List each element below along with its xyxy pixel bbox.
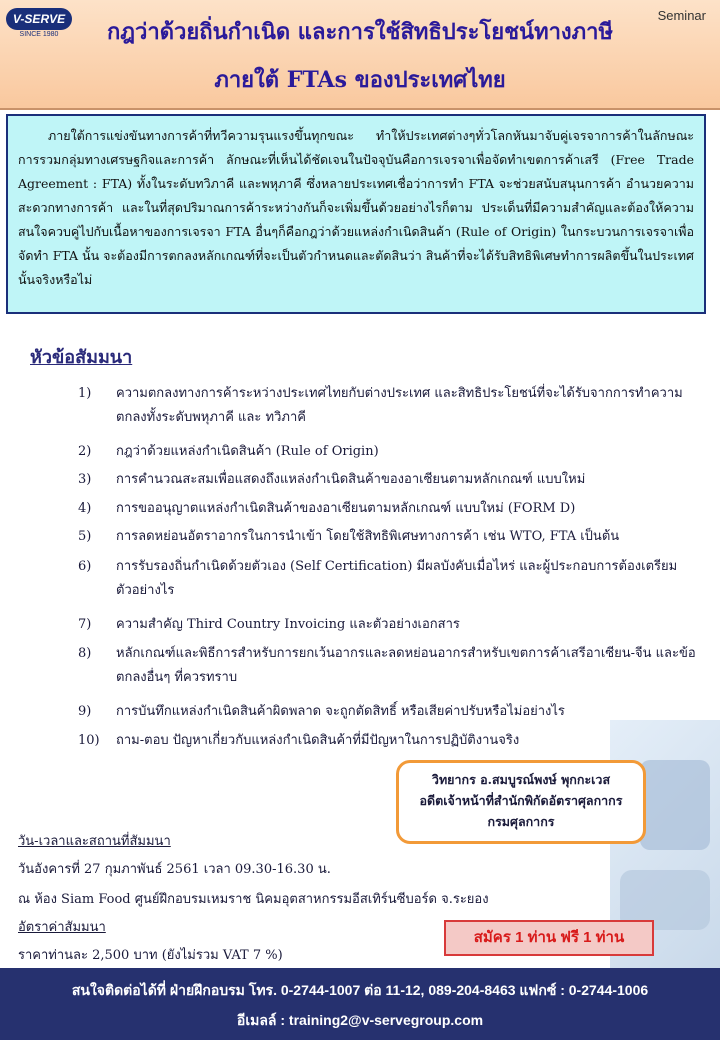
topics-heading: หัวข้อสัมมนา xyxy=(30,347,133,368)
topic-text: หลักเกณฑ์และพิธีการสำหรับการยกเว้นอากรและลดหย่อนอากรสำหรับเขตการค้าเสรีอาเซียน-จีน และข้อตกลงอื่นๆ ที่ควรทราบ xyxy=(116,646,696,685)
page-title-line2: ภายใต้ FTAs ของประเทศไทย xyxy=(214,67,506,93)
topic-number: 3) xyxy=(78,472,92,487)
contact-email[interactable]: อีเมลล์ : training2@v-servegroup.com xyxy=(236,1012,484,1028)
venue-heading: วัน-เวลาและสถานที่สัมมนา xyxy=(18,834,171,849)
topic-text: ความตกลงทางการค้าระหว่างประเทศไทยกับต่างประเทศ และสิทธิประโยชน์ที่จะได้รับจากการทำความตกลงทั้งระดับพหุภาคี และ ทวิภาคี xyxy=(116,386,683,425)
topic-number: 9) xyxy=(78,704,92,719)
header-banner xyxy=(0,0,720,110)
topic-text: การคำนวณสะสมเพื่อแสดงถึงแหล่งกำเนิดสินค้าของอาเซียนตามหลักเกณฑ์ แบบใหม่ xyxy=(116,472,586,487)
decorative-shape xyxy=(640,760,710,850)
topic-number: 8) xyxy=(78,646,92,661)
topic-item xyxy=(78,642,708,690)
seminar-date-time: วันอังคารที่ 27 กุมภาพันธ์ 2561 เวลา 09.30-16.30 น. xyxy=(18,862,331,877)
contact-info: สนใจติดต่อได้ที่ ฝ่ายฝึกอบรม โทร. 0-2744-1007 ต่อ 11-12, 089-204-8463 แฟกซ์ : 0-2744-1006 xyxy=(71,982,649,998)
speaker-department: กรมศุลกากร xyxy=(487,814,555,829)
page-title-line1: กฎว่าด้วยถิ่นกำเนิด และการใช้สิทธิประโยชน์ทางภาษี xyxy=(106,19,614,45)
seminar-venue: ณ ห้อง Siam Food ศูนย์ฝึกอบรมเหมราช นิคมอุตสาหกรรมอีสเทิร์นซีบอร์ด จ.ระยอง xyxy=(18,892,489,907)
topic-item xyxy=(78,440,708,464)
topic-text: ถาม-ตอบ ปัญหาเกี่ยวกับแหล่งกำเนิดสินค้าที่มีปัญหาในการปฏิบัติงานจริง xyxy=(116,733,520,748)
speaker-name: วิทยากร อ.สมบูรณ์พงษ์ พุกกะเวส xyxy=(431,772,611,787)
seminar-tag: Seminar xyxy=(657,8,706,23)
topic-text: การบันทึกแหล่งกำเนิดสินค้าผิดพลาด จะถูกตัดสิทธิ์ หรือเสียค่าปรับหรือไม่อย่างไร xyxy=(116,704,565,719)
topic-text: การลดหย่อนอัตราอากรในการนำเข้า โดยใช้สิทธิพิเศษทางการค้า เช่น WTO, FTA เป็นต้น xyxy=(116,529,620,544)
contact-footer xyxy=(0,968,720,1040)
topic-item xyxy=(78,382,708,430)
topic-text: กฎว่าด้วยแหล่งกำเนิดสินค้า (Rule of Origin) xyxy=(116,444,379,459)
topic-number: 6) xyxy=(78,559,92,574)
topic-number: 4) xyxy=(78,501,92,516)
topic-item xyxy=(78,613,708,637)
topic-number: 1) xyxy=(78,386,92,401)
topic-number: 7) xyxy=(78,617,92,632)
topic-text: การรับรองถิ่นกำเนิดด้วยตัวเอง (Self Certification) มีผลบังคับเมื่อไหร่ และผู้ประกอบการต้องเตรียมตัวอย่างไร xyxy=(116,559,678,598)
seminar-fee: ราคาท่านละ 2,500 บาท (ยังไม่รวม VAT 7 %) xyxy=(18,948,283,963)
intro-paragraph: ภายใต้การแข่งขันทางการค้าที่ทวีความรุนแรงขึ้นทุกขณะ ทำให้ประเทศต่างๆทั่วโลกหันมาจับคู่เจรจาการค้าในลักษณะการรวมกลุ่มทางเศรษฐกิจและการค้า ลักษณะที่เห็นได้ชัดเจนในปัจจุบันคือการเจรจาเพื่อจัดทำเขตการค้าเสรี (Free Trade Agreement : FTA) ทั้งในระดับทวิภาคี และพหุภาคี ซึ่งหลายประเทศเชื่อว่าการทำ FTA จะช่วยสนับสนุนการค้า อำนวยความสะดวกทางการค้า และในที่สุดปริมาณการค้าระหว่างกันก็จะเพิ่มขึ้นด้วยอย่างไรก็ตาม ประเด็นที่มีความสำคัญและต้องให้ความสนใจควบคู่ไปกับเนื้อหาของการเจรจา FTA อื่นๆก็คือกฎว่าด้วยแหล่งกำเนิดสินค้า (Rule of Origin) ในกระบวนการเจรจาเพื่อจัดทำ FTA นั้น จะต้องมีการตกลงหลักเกณฑ์ที่จะเป็นตัวกำหนดและตัดสินว่า สินค้าที่จะได้รับสิทธิพิเศษทำการผลิตขึ้นในประเทศนั้นจริงหรือไม่ xyxy=(6,114,706,314)
speaker-title: อดีตเจ้าหน้าที่สำนักพิกัดอัตราศุลกากร xyxy=(419,793,623,808)
speaker-box xyxy=(396,760,646,844)
logo-badge: V-SERVE xyxy=(6,8,72,30)
topic-item xyxy=(78,555,708,603)
topic-item xyxy=(78,525,708,549)
topic-number: 10) xyxy=(78,733,100,748)
fee-heading: อัตราค่าสัมมนา xyxy=(18,920,106,935)
topic-item xyxy=(78,497,708,521)
topic-number: 5) xyxy=(78,529,92,544)
promo-badge: สมัคร 1 ท่าน ฟรี 1 ท่าน xyxy=(444,920,654,956)
logo-since-text: SINCE 1980 xyxy=(19,31,59,38)
topic-text: ความสำคัญ Third Country Invoicing และตัวอย่างเอกสาร xyxy=(116,617,460,632)
topic-text: การขออนุญาตแหล่งกำเนิดสินค้าของอาเซียนตามหลักเกณฑ์ แบบใหม่ (FORM D) xyxy=(116,501,576,516)
topic-number: 2) xyxy=(78,444,92,459)
topic-item xyxy=(78,468,708,492)
